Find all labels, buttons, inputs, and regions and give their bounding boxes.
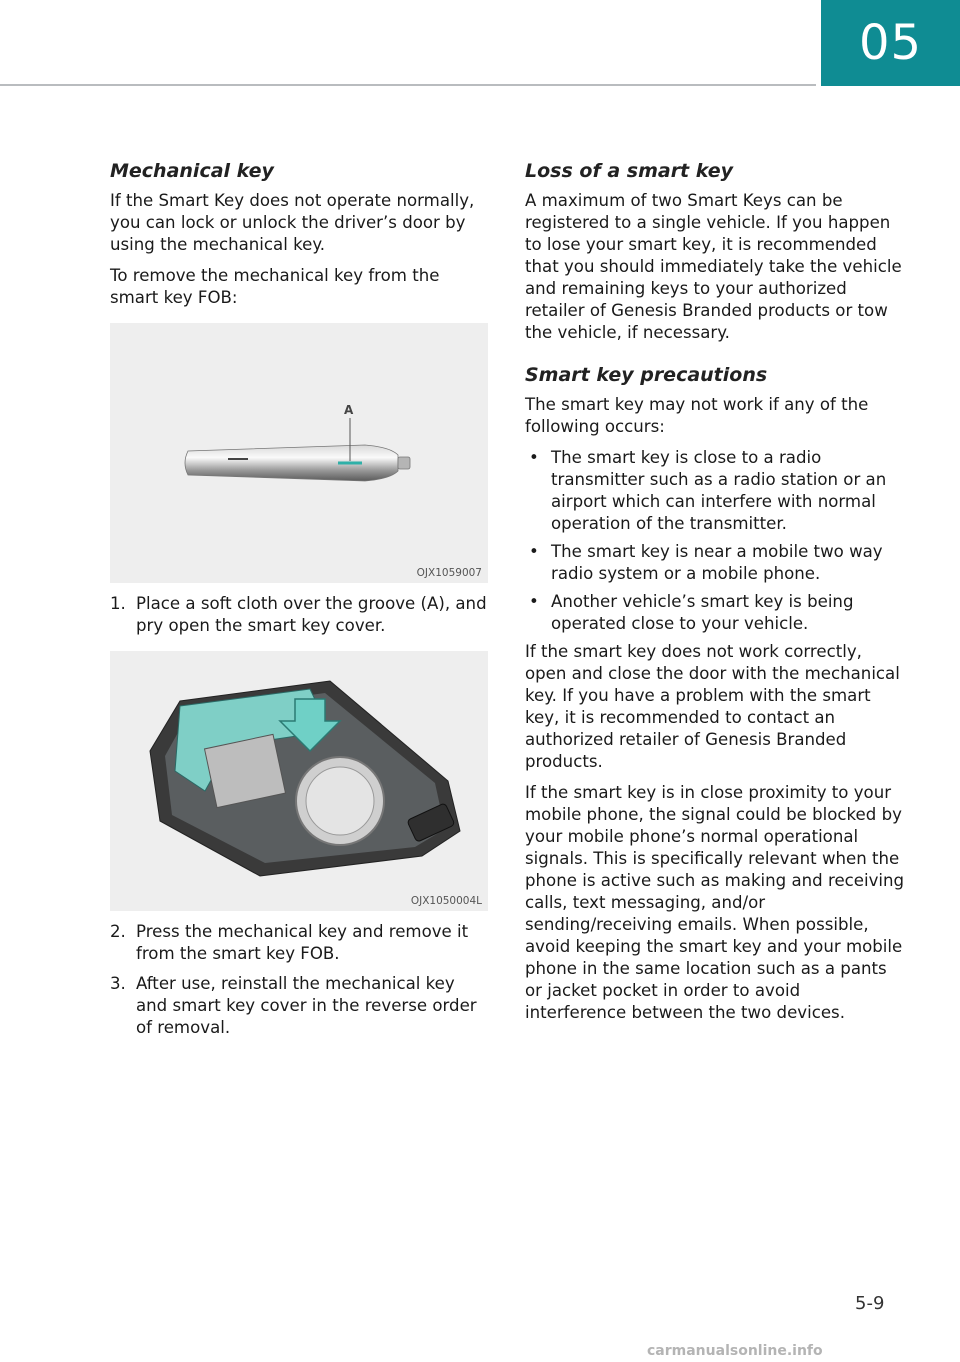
- right-column: [525, 160, 905, 1033]
- watermark: carmanualsonline.info: [647, 1343, 823, 1359]
- section-title-loss: Loss of a smart key: [525, 160, 733, 182]
- loss-paragraph: A maximum of two Smart Keys can be registered to a single vehicle. If you happen to lose your smart key, it is recommended that you should immediately take the vehicle and remaining keys to your authorized retailer of Genesis Branded products or tow the vehicle, if necessary.: [525, 191, 902, 342]
- list-item: • The smart key is close to a radio transmitter such as a radio station or an airport which can interfere with normal operation of the transmitter.: [529, 448, 887, 533]
- figure-code: OJX1059007: [416, 567, 482, 579]
- steps-list-2: [110, 921, 488, 1039]
- section-title-mechanical-key: Mechanical key: [110, 160, 274, 182]
- header-rule: [0, 84, 816, 86]
- step-item: 3. After use, reinstall the mechanical key and smart key cover in the reverse order of removal.: [110, 974, 477, 1037]
- chapter-tab: 05: [821, 0, 960, 86]
- troubleshoot-paragraph: If the smart key does not work correctly, open and close the door with the mechanical key. If you have a problem with the smart key, it is recommended to contact an authorized retailer of Genesis Branded products.: [525, 642, 900, 771]
- figure-smart-key-side: [110, 323, 488, 583]
- smart-key-side-illustration: [110, 323, 488, 583]
- figure-smart-key-open: [110, 651, 488, 911]
- precautions-list: [525, 447, 905, 635]
- section-title-precautions: Smart key precautions: [525, 364, 768, 386]
- page-number: 5-9: [855, 1293, 885, 1314]
- intro-paragraph: If the Smart Key does not operate normally, you can lock or unlock the driver’s door by using the mechanical key.: [110, 191, 475, 254]
- left-column: [110, 160, 488, 1047]
- groove-label: A: [344, 403, 354, 417]
- figure-code: OJX1050004L: [410, 895, 482, 907]
- interference-paragraph: If the smart key is in close proximity to your mobile phone, the signal could be blocked by your mobile phone’s normal operational signals. This is specifically relevant when the phone is active such as making and receiving calls, text messaging, and/or sending/receiving emails. When possible, avoid keeping the smart key and your mobile phone in the same location such as a pants or jacket pocket in order to avoid interference between the two devices.: [525, 783, 905, 1022]
- list-item: • Another vehicle’s smart key is being operated close to your vehicle.: [529, 592, 854, 633]
- smart-key-open-illustration: [110, 651, 488, 911]
- list-item: • The smart key is near a mobile two way radio system or a mobile phone.: [529, 542, 883, 583]
- remove-intro-paragraph: To remove the mechanical key from the smart key FOB:: [110, 266, 440, 307]
- step-item: 2. Press the mechanical key and remove it from the smart key FOB.: [110, 922, 469, 963]
- steps-list-1: [110, 593, 488, 637]
- precautions-intro: The smart key may not work if any of the following occurs:: [525, 395, 869, 436]
- step-item: 1. Place a soft cloth over the groove (A), and pry open the smart key cover.: [110, 594, 487, 635]
